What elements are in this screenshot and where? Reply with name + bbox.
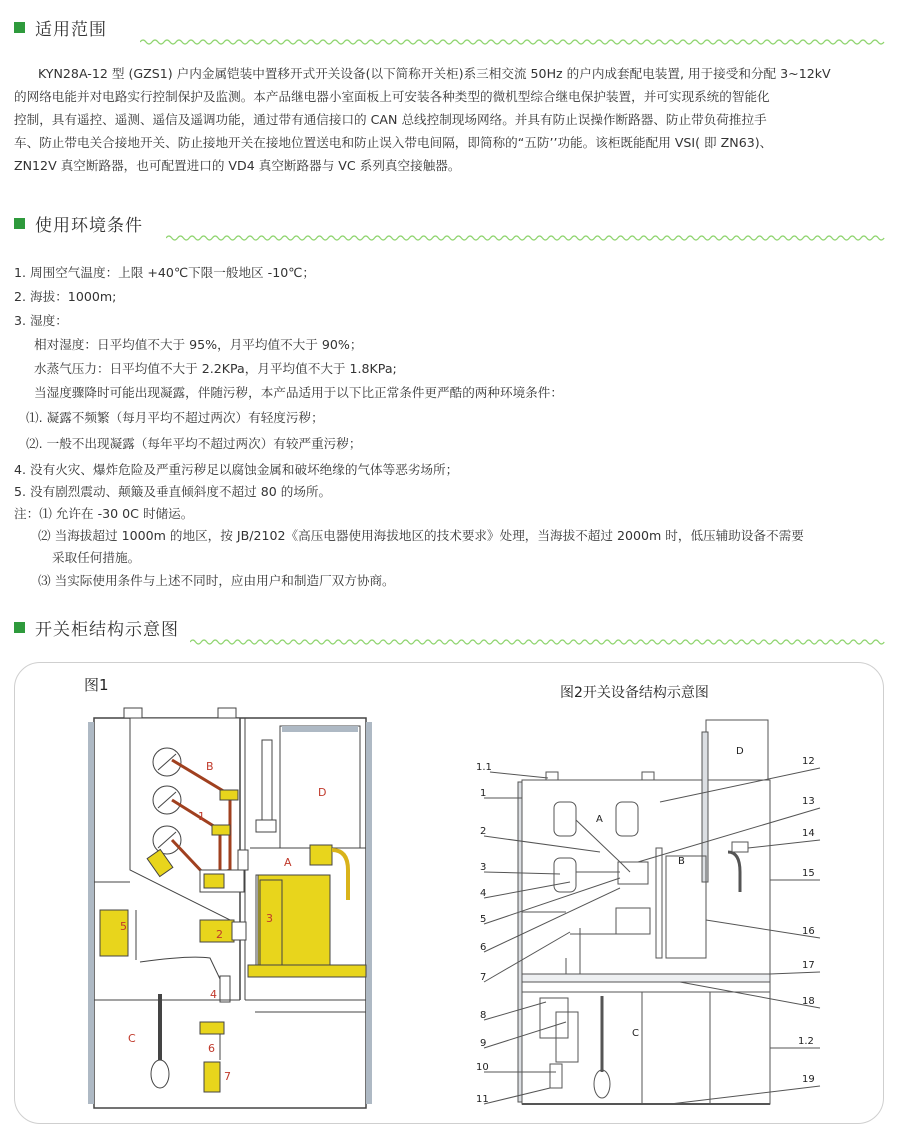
fig2-letter-A: A [596, 814, 603, 825]
fig2-num: 14 [802, 828, 815, 839]
scope-line: ZN12V 真空断路器，也可配置进口的 VD4 真空断路器与 VC 系列真空接触器。 [14, 158, 461, 173]
green-square-icon [14, 622, 25, 633]
fig2-num: 19 [802, 1074, 815, 1085]
fig2-num: 13 [802, 796, 815, 807]
fig2-num: 11 [476, 1094, 489, 1105]
fig2-num: 7 [480, 972, 487, 983]
scope-line: KYN28A-12 型 (GZS1) 户内金属铠装中置移开式开关设备(以下简称开关柜)系三相交流 50Hz 的户内成套配电装置, 用于接受和分配 3~12kV [38, 66, 831, 81]
fig1-label-3: 3 [266, 912, 273, 925]
section-header-environment [14, 208, 143, 238]
scope-line: 的网络电能并对电路实行控制保护及监测。本产品继电器小室面板上可安装各种类型的微机型综合继电保护装置，并可实现系统的智能化 [14, 89, 770, 104]
note-item: ⑵ 当海拔超过 1000m 的地区，按 JB/2102《高压电器使用海拔地区的技术要求》处理，当海拔不超过 2000m 时，低压辅助设备不需要 [38, 528, 804, 543]
fig2-num: 5 [480, 914, 487, 925]
fig2-num: 17 [802, 960, 815, 971]
section-header-diagram [14, 612, 179, 642]
fig1-label-C: C [128, 1032, 136, 1045]
fig2-num: 2 [480, 826, 487, 837]
fig2-num: 9 [480, 1038, 487, 1049]
env-subitem: ⑴. 凝露不频繁（每月平均不超过两次）有轻度污秽； [26, 410, 324, 425]
fig2-letter-B: B [678, 856, 685, 867]
scope-line: 控制，具有遥控、遥测、遥信及遥调功能，通过带有通信接口的 CAN 总线控制现场网络。并具有防止误操作断路器、防止带负荷推拉手 [14, 112, 767, 127]
figure1-drawing [80, 700, 380, 1114]
fig1-label-5: 5 [120, 920, 127, 933]
section-title: 开关柜结构示意图 [35, 619, 179, 640]
fig2-num: 1.1 [476, 762, 492, 773]
section-header-scope [14, 12, 107, 42]
env-item: 5. 没有剧烈震动、颠簸及垂直倾斜度不超过 80 的场所。 [14, 484, 332, 499]
figure2-drawing [470, 712, 830, 1116]
env-subitem: 相对湿度：日平均值不大于 95%，月平均值不大于 90%； [34, 337, 363, 352]
fig1-label-A: A [284, 856, 292, 869]
wave-divider [140, 38, 888, 46]
note-item: 采取任何措施。 [52, 550, 141, 565]
fig2-num: 4 [480, 888, 487, 899]
fig2-letter-C: C [632, 1028, 639, 1039]
env-subitem: 当湿度骤降时可能出现凝露，伴随污秽，本产品适用于以下比正常条件更严酷的两种环境条件： [34, 385, 563, 400]
env-item: 1. 周围空气温度：上限 +40℃下限一般地区 -10℃； [14, 265, 315, 280]
scope-line: 车、防止带电关合接地开关、防止接地开关在接地位置送电和防止误入带电间隔，即简称的“五防’’功能。该柜既能配用 VSI( 即 ZN63)、 [14, 135, 773, 150]
fig1-label-6: 6 [208, 1042, 215, 1055]
fig2-num: 1.2 [798, 1036, 814, 1047]
env-item: 3. 湿度： [14, 313, 68, 328]
env-subitem: 水蒸气压力：日平均值不大于 2.2KPa，月平均值不大于 1.8KPa; [34, 361, 397, 376]
fig2-letter-D: D [736, 746, 744, 757]
fig1-label-D: D [318, 786, 327, 799]
fig2-num: 3 [480, 862, 487, 873]
green-square-icon [14, 22, 25, 33]
fig2-num: 8 [480, 1010, 487, 1021]
env-item: 2. 海拔：1000m; [14, 289, 117, 304]
fig2-num: 1 [480, 788, 487, 799]
fig2-num: 6 [480, 942, 487, 953]
fig2-num: 12 [802, 756, 815, 767]
fig2-num: 15 [802, 868, 815, 879]
figure1-title: 图1 [84, 676, 109, 694]
fig1-label-7: 7 [224, 1070, 231, 1083]
fig1-label-B: B [206, 760, 214, 773]
green-square-icon [14, 218, 25, 229]
env-item: 4. 没有火灾、爆炸危险及严重污秽足以腐蚀金属和破坏绝缘的气体等恶劣场所； [14, 462, 459, 477]
fig1-label-1: 1 [198, 810, 205, 823]
section-title: 使用环境条件 [35, 215, 143, 236]
fig2-num: 18 [802, 996, 815, 1007]
wave-divider [190, 638, 888, 646]
scope-paragraph [14, 62, 880, 177]
section-title: 适用范围 [35, 19, 107, 40]
fig2-num: 16 [802, 926, 815, 937]
env-subitem: ⑵. 一般不出现凝露（每年平均不超过两次）有较严重污秽； [26, 436, 362, 451]
note-item: ⑶ 当实际使用条件与上述不同时，应由用户和制造厂双方协商。 [38, 573, 395, 588]
fig1-label-2: 2 [216, 928, 223, 941]
fig1-label-4: 4 [210, 988, 217, 1001]
note-item: 注：⑴ 允许在 -30 0C 时储运。 [14, 506, 194, 521]
wave-divider [166, 234, 888, 242]
fig2-num: 10 [476, 1062, 489, 1073]
figure2-title: 图2开关设备结构示意图 [560, 685, 709, 701]
